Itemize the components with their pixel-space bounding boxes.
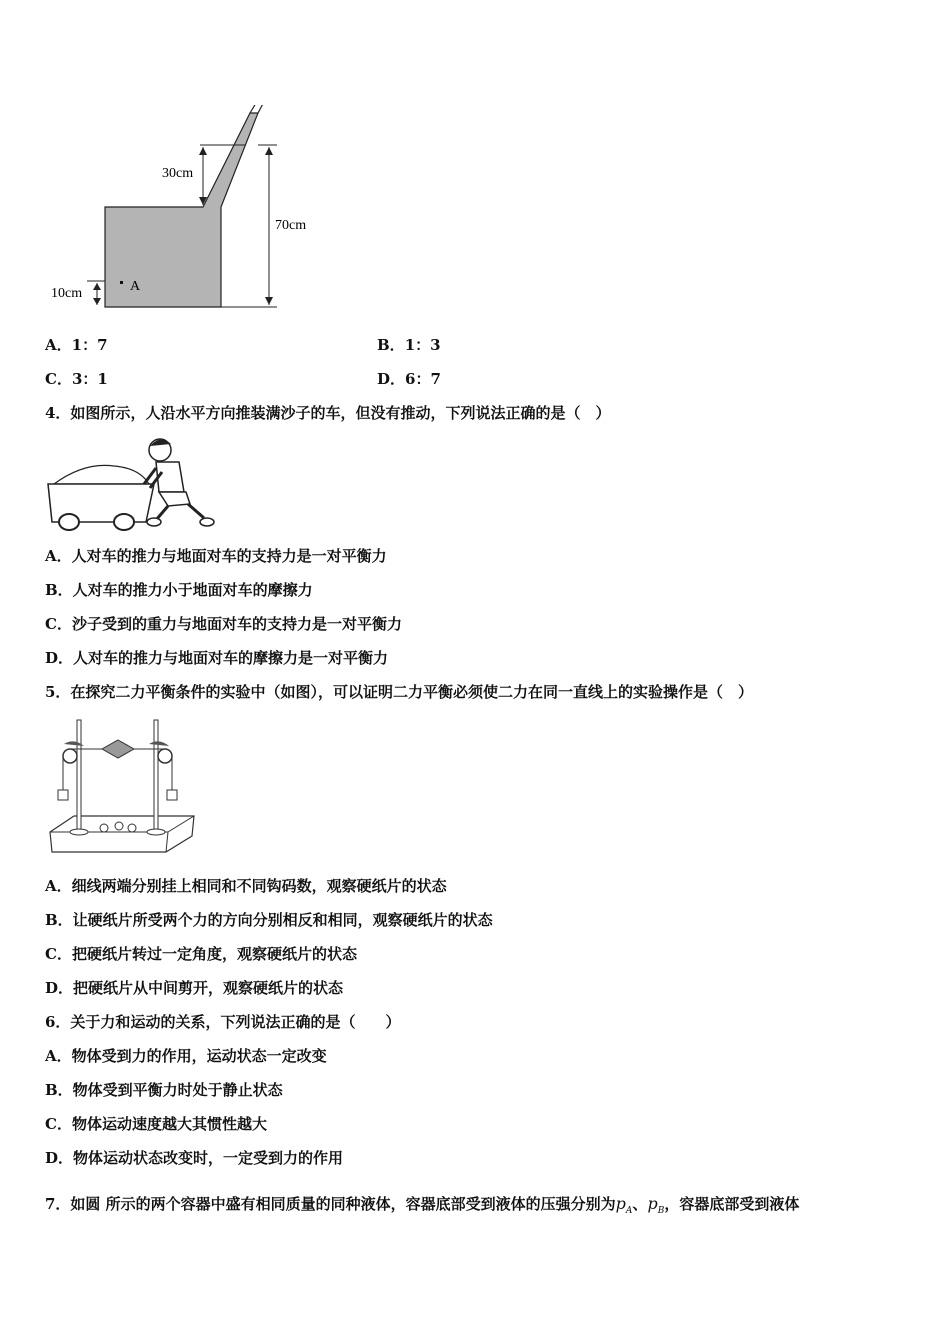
right-pulley bbox=[158, 749, 172, 763]
boy-body bbox=[156, 462, 184, 492]
q5-option-b[interactable]: B．让硬纸片所受两个力的方向分别相反和相同，观察硬纸片的状态 bbox=[45, 911, 493, 929]
q3-option-d-letter: D． bbox=[377, 370, 406, 388]
left-pole bbox=[77, 720, 81, 832]
cart-pushing-figure bbox=[44, 432, 219, 532]
q4-option-d[interactable]: D．人对车的推力与地面对车的摩擦力是一对平衡力 bbox=[45, 649, 389, 667]
q3-option-a-letter: A． bbox=[45, 336, 72, 354]
q6-option-a[interactable]: A．物体受到力的作用，运动状态一定改变 bbox=[45, 1047, 327, 1065]
q7-stem-part1: 7．如圆 所示的两个容器中盛有相同质量的同种液体，容器底部受到液体的压强分别为 bbox=[45, 1195, 616, 1213]
q3-option-c-text: 3：1 bbox=[71, 370, 108, 388]
label-30cm: 30cm bbox=[162, 166, 194, 181]
left-weight bbox=[58, 790, 68, 800]
q5-option-d[interactable]: D．把硬纸片从中间剪开，观察硬纸片的状态 bbox=[45, 979, 344, 997]
q7-pb: $p_B$ bbox=[647, 1194, 665, 1217]
cart-wheel-right bbox=[114, 514, 134, 530]
q7-stem-part2: ，容器底部受到液体 bbox=[664, 1195, 800, 1213]
q6-option-c[interactable]: C．物体运动速度越大其惯性越大 bbox=[45, 1115, 267, 1133]
q6-option-d[interactable]: D．物体运动状态改变时，一定受到力的作用 bbox=[45, 1149, 344, 1167]
q3-option-d[interactable] bbox=[377, 369, 441, 389]
q4-option-b[interactable]: B．人对车的推力小于地面对车的摩擦力 bbox=[45, 581, 313, 599]
q7-separator: 、 bbox=[632, 1195, 648, 1213]
q4-option-c[interactable]: C．沙子受到的重力与地面对车的支持力是一对平衡力 bbox=[45, 615, 402, 633]
q5-stem: 5．在探究二力平衡条件的实验中（如图），可以证明二力平衡必须使二力在同一直线上的实验操作是（ ） bbox=[45, 683, 753, 701]
q7-stem bbox=[45, 1194, 799, 1221]
boy-shorts bbox=[159, 492, 190, 506]
liquid-container-shape bbox=[105, 113, 258, 307]
q4-stem: 4．如图所示，人沿水平方向推装满沙子的车，但没有推动，下列说法正确的是（ ） bbox=[45, 404, 611, 422]
q3-option-b-text: 1：3 bbox=[404, 336, 441, 354]
cardboard bbox=[102, 740, 134, 758]
cart-wheel-left bbox=[59, 514, 79, 530]
q3-option-b[interactable] bbox=[377, 335, 441, 355]
label-10cm: 10cm bbox=[51, 286, 83, 301]
sand-mound bbox=[54, 465, 149, 484]
point-a-marker bbox=[120, 281, 123, 284]
q3-option-a-text: 1：7 bbox=[71, 336, 108, 354]
q5-option-a[interactable]: A．细线两端分别挂上相同和不同钩码数，观察硬纸片的状态 bbox=[45, 877, 447, 895]
q7-pa: $p_A$ bbox=[615, 1194, 633, 1217]
right-pole bbox=[154, 720, 158, 832]
two-force-balance-figure bbox=[44, 712, 199, 862]
q3-option-a[interactable] bbox=[45, 335, 108, 355]
q3-option-c[interactable] bbox=[45, 369, 108, 389]
right-weight bbox=[167, 790, 177, 800]
label-70cm: 70cm bbox=[275, 218, 307, 233]
left-pulley bbox=[63, 749, 77, 763]
q5-option-c[interactable]: C．把硬纸片转过一定角度，观察硬纸片的状态 bbox=[45, 945, 357, 963]
q6-stem: 6．关于力和运动的关系，下列说法正确的是（ ） bbox=[45, 1013, 401, 1031]
q6-option-b[interactable]: B．物体受到平衡力时处于静止状态 bbox=[45, 1081, 283, 1099]
container-figure bbox=[45, 105, 335, 320]
q3-option-b-letter: B． bbox=[377, 336, 405, 354]
label-a: A bbox=[130, 279, 141, 294]
q3-option-c-letter: C． bbox=[45, 370, 72, 388]
q3-option-d-text: 6：7 bbox=[405, 370, 441, 388]
q4-option-a[interactable]: A．人对车的推力与地面对车的支持力是一对平衡力 bbox=[45, 547, 387, 565]
